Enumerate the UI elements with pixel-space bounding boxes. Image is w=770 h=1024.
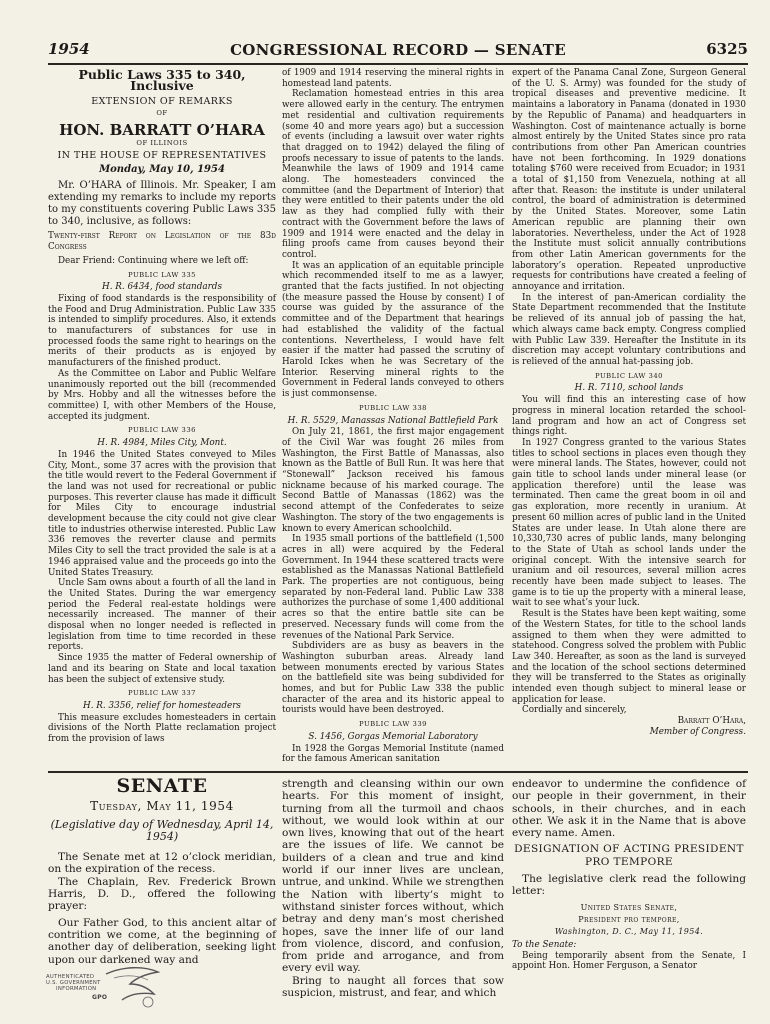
header-rule (48, 63, 748, 65)
stamp-line: U.S. GOVERNMENT (46, 980, 101, 986)
law-heading: PUBLIC LAW 339 (358, 720, 427, 729)
paragraph: In 1928 the Gorgas Memorial Institute (named for the famous American sanitation (282, 743, 504, 765)
member-state: OF ILLINOIS (136, 138, 188, 147)
bill-title: H. R. 5529, Manassas National Battlefield Park (287, 415, 499, 426)
bill-title: S. 1456, Gorgas Memorial Laboratory (308, 731, 478, 742)
upper-column-3 (512, 68, 746, 768)
paragraph: Uncle Sam owns about a fourth of all the land in the United States. During the war emergency period the Federal real-estate holdings were necessarily increased. The manner of their disposal when no longer needed is reflected in legislation from time to time recorded in these reports. (48, 578, 276, 653)
paragraph: In 1946 the United States conveyed to Miles City, Mont., some 37 acres with the provision that the title would revert to the Federal Government if the land was not used for recreational or public purposes. This reverter clause has made it difficult for Miles City to encourage industrial development because the city could not give clear title to industries otherwise interested. Public Law 336 removes the reverter clause and permits Miles City to sell the tract provided the sale is at a 1946 appraised value and the proceeds go into the United States Treasury. (48, 449, 276, 578)
header-year: 1954 (48, 40, 90, 58)
legislative-day: (Legislative day of Wednesday, April 14, 1954) (50, 817, 274, 843)
header-page-number: 6325 (706, 40, 748, 58)
upper-column-1 (48, 68, 276, 768)
paragraph: In the interest of pan-American cordiality the State Department recommended that the Institute be relieved of its annual job of passing the hat, which always came back empty. Congress complied with Public Law 339. Hereafter the Institute in its discretion may accept voluntary contributions and is relieved of the annual hat-passing job. (512, 292, 746, 367)
paragraph: Bring to naught all forces that sow suspicion, mistrust, and fear, and which (282, 974, 504, 1000)
paragraph: of 1909 and 1914 reserving the mineral rights in homestead land patents. (282, 68, 504, 89)
remarks-date: Monday, May 10, 1954 (99, 163, 225, 175)
paragraph: Fixing of food standards is the responsibility of the Food and Drug Administration. Public Law 335 is intended to simplify procedures. Also, it extends to manufacturers of substances for use in processed foods the same right to hearings on the merits of their products as is enjoyed by manufacturers of the finished product. (48, 293, 276, 369)
paragraph: Mr. O’HARA of Illinois. Mr. Speaker, I am extending my remarks to include my reports to my constituents covering Public Laws 335 to 340, inclusive, as follows: (48, 179, 276, 228)
house-label: IN THE HOUSE OF REPRESENTATIVES (57, 150, 267, 162)
paragraph: Reclamation homestead entries in this area were allowed early in the century. The entrymen met residential and cultivation requirements (some 40 and more years ago) but a succession of events (including a lawsuit over water rights that dragged on to 1942) delayed the filing of proofs necessary to issue of patents to the lands. Meanwhile the laws of 1909 and 1914 came along. The homesteaders convinced the committee (and the Department of Interior) that they were entitled to their patents under the old law as they had complied fully with their contract with the Government before the laws of 1909 and 1914 were enacted and the delay in filing proofs came from causes beyond their control. (282, 89, 504, 260)
upper-column-2 (282, 68, 504, 768)
letterhead-line: President pro tempore, (578, 914, 680, 924)
letterhead-line: United States Senate, (580, 902, 678, 912)
page-header (48, 40, 748, 60)
paragraph: On July 21, 1861, the first major engagement of the Civil War was fought 26 miles from Washington, the First Battle of Manassas, also known as the Battle of Bull Run. It was here that “Stonewall” Jackson received his famous nickname because of his marked courage. The Second Battle of Manassas (1862) was the second attempt of the Confederates to seize Washington. The story of the two engagements is known to every American schoolchild. (282, 427, 504, 534)
senate-heading: SENATE (116, 775, 208, 797)
header-title: CONGRESSIONAL RECORD — SENATE (230, 41, 566, 59)
paragraph: In 1935 small portions of the battlefield (1,500 acres in all) were acquired by the Federal Government. In 1944 these scattered tracts were established as the Manassas National Battlefield Park. The properties are not contiguous, being separated by non-Federal land. Public Law 338 authorizes the purchase of some 1,400 additional acres so that the entire battle site can be preserved. Necessary funds will come from the revenues of the National Park Service. (282, 534, 504, 641)
lower-column-3 (512, 778, 746, 972)
letter-date: Washington, D. C., May 11, 1954. (554, 927, 704, 937)
session-date: Tuesday, May 11, 1954 (90, 799, 234, 814)
law-heading: PUBLIC LAW 337 (127, 689, 196, 698)
stamp-line: GPO (92, 994, 108, 1001)
signature-title: Member of Congress. (649, 726, 746, 737)
extension-label: EXTENSION OF REMARKS (91, 96, 233, 108)
paragraph: Cordially and sincerely, (522, 705, 627, 716)
bill-title: H. R. 3356, relief for homesteaders (83, 700, 241, 711)
paragraph: You will find this an interesting case of how progress in mineral location retarded the school-land program and how an act of Congress set things right. (512, 395, 746, 438)
extension-title: Public Laws 335 to 340, Inclusive (78, 67, 246, 93)
paragraph: Since 1935 the matter of Federal ownership of land and its bearing on State and local taxation has been the subject of extensive study. (48, 653, 276, 685)
report-title: Twenty-first Report on Legislation of the 83d Congress (48, 231, 276, 253)
paragraph: The Senate met at 12 o’clock meridian, on the expiration of the recess. (48, 851, 276, 876)
paragraph: It was an application of an equitable principle which recommended itself to me as a lawyer, granted that the facts justified. In not objecting (the measure passed the House by consent) I of course was guided by the assurance of the committee and of the Department that hearings had established the validity of the factual contentions. Nevertheless, I would have felt easier if the matter had passed the scrutiny of Harold Ickes when he was Secretary of the Interior. Reserving mineral rights to the Government in Federal lands conveyed to others is just commonsense. (282, 260, 504, 400)
gpo-authentication-stamp (44, 964, 164, 1014)
paragraph: expert of the Panama Canal Zone, Surgeon General of the U. S. Army) was founded for the study of tropical diseases and preventive medicine. It maintains a laboratory in Panama (donated in 1930 by the Republic of Panama) and headquarters in Washington. Cost of maintenance actually is borne almost entirely by the United States since pro rata contributions from other Pan American countries have not been forthcoming. In 1929 donations totaling $760 were received from Ecuador; in 1931 a total of $1,150 from Venezuela, nothing at all after that. Reason: the institute is under unilateral control, the board of administration is determined by the United States. Moreover, some Latin American republic are planning their own laboratories. Nevertheless, under the Act of 1928 the Institute must solicit annually contributions from other Latin American governments for the laboratory’s operation. Repeated unproductive requests for contributions have created a feeling of annoyance and irritation. (512, 68, 746, 293)
bill-title: H. R. 7110, school lands (574, 383, 684, 394)
lower-column-1 (48, 775, 276, 966)
paragraph: Being temporarily absent from the Senate, I appoint Hon. Homer Ferguson, a Senator (512, 950, 746, 972)
paragraph: As the Committee on Labor and Public Welfare unanimously reported out the bill (recommended by Mrs. Hobby and all the witnesses before the committee) I, with other Members of the House, accepted its judgment. (48, 368, 276, 422)
paragraph: Subdividers are as busy as beavers in the Washington suburban areas. Already land between monuments erected by various States on the battlefield site was being subdivided for homes, and but for Public Law 338 the public character of the area and its historic appeal to tourists would have been destroyed. (282, 641, 504, 716)
stamp-line: AUTHENTICATED (46, 974, 95, 980)
law-heading: PUBLIC LAW 338 (358, 403, 427, 412)
paragraph: Dear Friend: Continuing where we left off: (58, 255, 249, 266)
paragraph: strength and cleansing within our own hearts. For this moment of insight, turning from all the turmoil and chaos without, we would look within at our own lives, knowing that out of the heart are the issues of life. We cannot be builders of a clean and true and kind world if our inner lives are unclean, untrue, and unkind. While we strengthen the Nation with liberty’s might to withstand sinister forces without, which betray and deny man’s most cherished hopes, save the inner life of our land from violence, discord, and confusion, from pride and arrogance, and from every evil way. (282, 778, 504, 975)
paragraph: Our Father God, to this ancient altar of contrition we come, at the beginning of another day of deliberation, seeking light upon our darkened way and (48, 916, 276, 966)
member-name: HON. BARRATT O’HARA (59, 120, 265, 139)
of-label: OF (156, 109, 168, 118)
paragraph: The legislative clerk read the following letter: (512, 873, 746, 898)
paragraph: This measure excludes homesteaders in certain divisions of the North Platte reclamation project from the provision of laws (48, 712, 276, 745)
signature-name: Barratt O’Hara, (677, 716, 746, 727)
bill-title: H. R. 6434, food standards (102, 282, 222, 293)
bill-title: H. R. 4984, Miles City, Mont. (97, 438, 227, 449)
stamp-line: INFORMATION (56, 986, 97, 992)
paragraph: endeavor to undermine the confidence of our people in their government, in their schools, in their churches, and in each other. We ask it in the Name that is above every name. Amen. (512, 778, 746, 840)
law-heading: PUBLIC LAW 336 (127, 426, 196, 435)
lower-column-2 (282, 778, 504, 1000)
section-heading: DESIGNATION OF ACTING PRESIDENT PRO TEMPORE (514, 843, 744, 868)
paragraph: The Chaplain, Rev. Frederick Brown Harris, D. D., offered the following prayer: (48, 875, 276, 913)
law-heading: PUBLIC LAW 335 (127, 270, 196, 279)
paragraph: Result is the States have been kept waiting, some of the Western States, for title to the school lands assigned to them when they were admitted to statehood. Congress solved the problem with Public Law 340. Hereafter, as soon as the land is surveyed and the location of the school sections determined they will be transferred to the States as originally intended even though subject to mineral lease or application for lease. (512, 609, 746, 705)
letter-salutation: To the Senate: (512, 939, 577, 950)
section-rule (48, 771, 748, 773)
law-heading: PUBLIC LAW 340 (594, 371, 663, 380)
paragraph: In 1927 Congress granted to the various States titles to school sections in places even though they were mineral lands. The States, however, could not gain title to school lands under mineral lease (or application therefore) until the lease was terminated. Then came the great boom in oil and gas exploration, more recently in uranium. At present 60 million acres of public land in the United States are under lease. In Utah alone there are 10,330,730 acres of public lands, many belonging to the State of Utah as school lands under the original concept. With the intensive search for uranium and oil resources, several million acres recently have been made subject to leases. The game is to tie up the property with a mineral lease, wait to see what’s your luck. (512, 437, 746, 609)
